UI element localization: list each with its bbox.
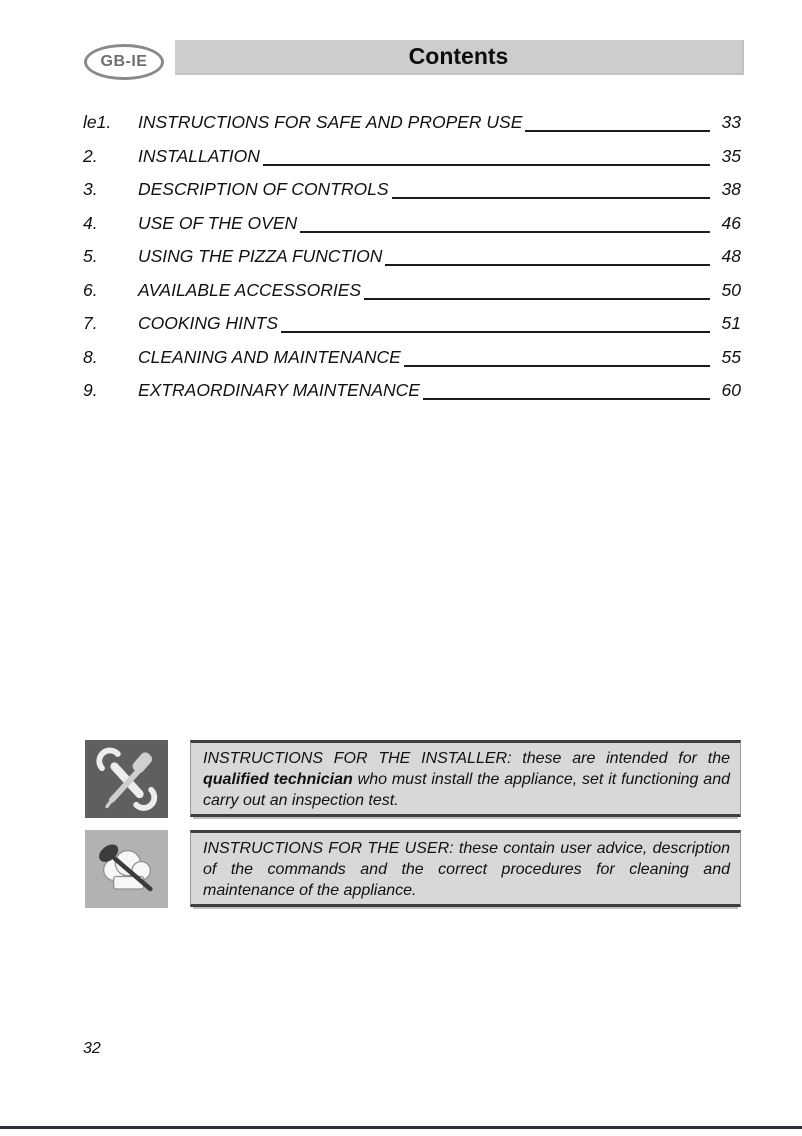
toc-row	[83, 213, 741, 234]
page-title: Contents	[408, 43, 509, 69]
toc-item-page: 55	[721, 346, 741, 367]
gbie-badge-label: GB-IE	[100, 53, 148, 70]
toc-item-title: AVAILABLE ACCESSORIES	[138, 279, 362, 300]
toc-row	[83, 246, 741, 267]
toc-row	[83, 112, 741, 133]
toc-row	[83, 179, 741, 200]
installer-note-bold: qualified technician	[203, 771, 353, 788]
toc-item-page: 51	[721, 313, 741, 333]
toc-row	[83, 313, 741, 334]
toc-item-page: 48	[721, 246, 741, 266]
toc-leader-line	[364, 298, 710, 300]
toc-item-page: 50	[721, 279, 741, 300]
toc-item-title: COOKING HINTS	[138, 313, 279, 333]
toc-item-title: USING THE PIZZA FUNCTION	[138, 246, 383, 266]
toc-leader-line	[525, 130, 710, 132]
toc-item-page: 60	[721, 380, 741, 400]
toc-leader-line	[423, 398, 710, 400]
chef-hat-spoon-icon	[85, 830, 168, 908]
toc-item-number: le1.	[83, 112, 112, 132]
toc-item-page: 46	[721, 212, 741, 233]
tools-icon	[85, 740, 168, 818]
header-bar	[175, 40, 744, 75]
toc-item-title: CLEANING AND MAINTENANCE	[138, 346, 401, 367]
toc-item-number: 2.	[83, 145, 98, 166]
toc-item-title: EXTRAORDINARY MAINTENANCE	[138, 380, 420, 400]
toc-item-number: 4.	[83, 212, 98, 233]
user-note-text	[190, 830, 741, 907]
toc-item-number: 3.	[83, 179, 98, 199]
toc-leader-line	[300, 231, 710, 233]
toc-item-number: 5.	[83, 246, 98, 266]
toc-item-title: INSTALLATION	[138, 145, 260, 166]
toc-item-number: 6.	[83, 279, 98, 300]
bottom-rule	[0, 1126, 802, 1129]
installer-note-seg2: who must install the appliance, set it functioning and carry out an inspection test.	[203, 771, 731, 809]
toc-row	[83, 347, 741, 368]
toc-leader-line	[385, 264, 710, 266]
page-footer-number: 32	[83, 1040, 101, 1057]
toc-leader-line	[404, 365, 710, 367]
user-note-body: INSTRUCTIONS FOR THE USER: these contain user advice, description of the commands and the correct procedures for cleaning and maintenance of the appliance.	[203, 840, 730, 899]
toc-row	[83, 380, 741, 401]
toc-item-page: 38	[721, 179, 741, 199]
toc-item-title: DESCRIPTION OF CONTROLS	[138, 179, 389, 199]
toc-item-page: 33	[721, 112, 741, 132]
toc-item-number: 9.	[83, 380, 98, 400]
toc-item-title: INSTRUCTIONS FOR SAFE AND PROPER USE	[138, 112, 523, 132]
toc-leader-line	[263, 164, 710, 166]
table-of-contents	[83, 112, 741, 414]
installer-note-text	[190, 740, 741, 817]
toc-leader-line	[392, 197, 710, 199]
installer-note	[85, 740, 741, 818]
toc-item-page: 35	[721, 145, 741, 166]
toc-item-number: 8.	[83, 346, 98, 367]
installer-note-seg1: INSTRUCTIONS FOR THE INSTALLER: these are intended for the	[203, 750, 730, 767]
toc-item-title: USE OF THE OVEN	[138, 212, 298, 233]
gbie-badge	[84, 44, 164, 80]
toc-row	[83, 146, 741, 167]
toc-row	[83, 280, 741, 301]
toc-item-number: 7.	[83, 313, 98, 333]
toc-leader-line	[281, 331, 710, 333]
user-note	[85, 830, 741, 908]
